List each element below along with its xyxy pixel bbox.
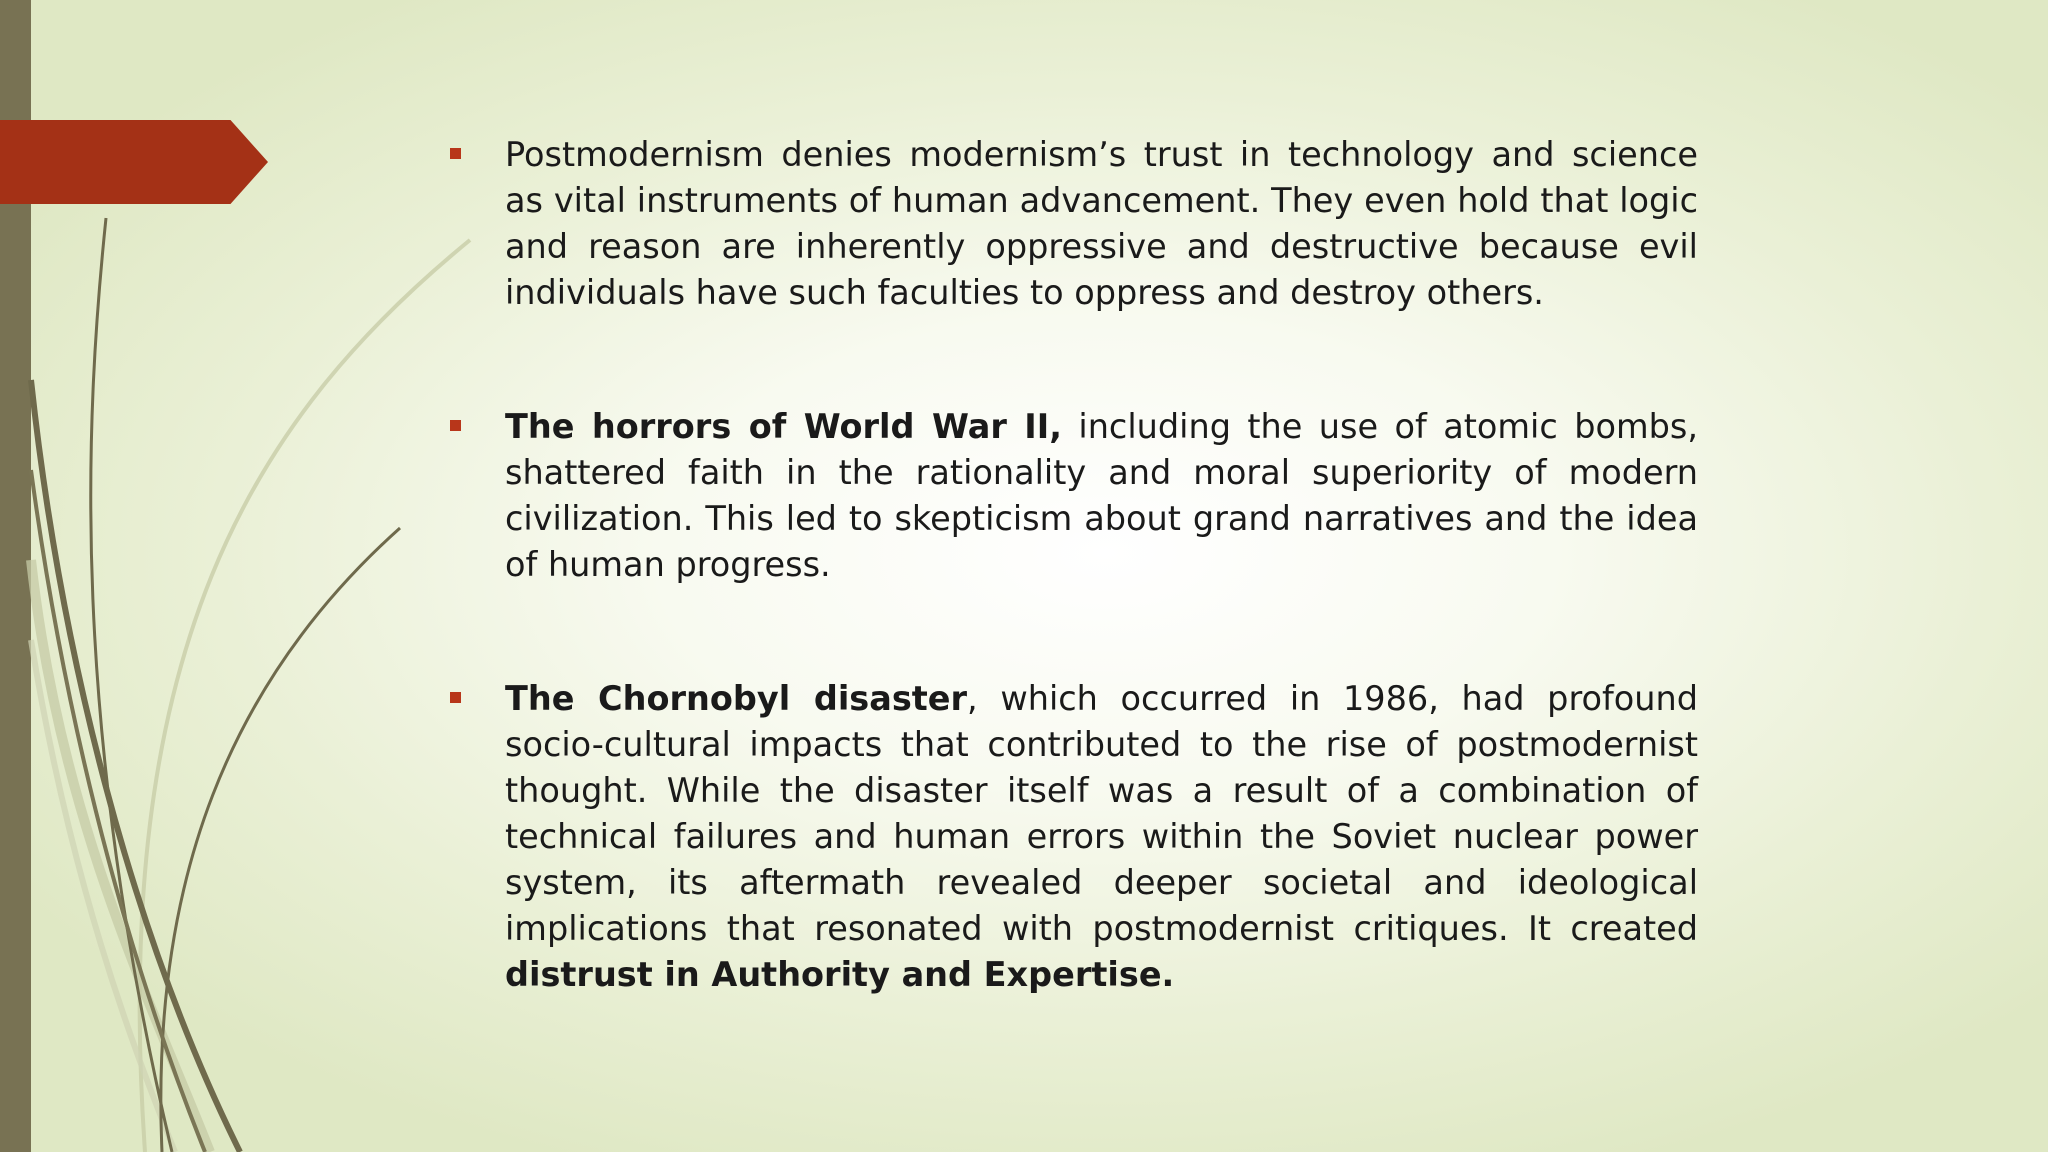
swoosh-pale-2 xyxy=(31,560,210,1152)
swoosh-dark-2 xyxy=(31,380,240,1152)
square-bullet-icon xyxy=(450,692,461,703)
bullet-3-bold-tail: distrust in Authority and Expertise. xyxy=(505,955,1175,994)
bullet-list xyxy=(440,132,1698,998)
bullet-item-3 xyxy=(440,676,1698,998)
title-arrow-tab xyxy=(0,120,268,204)
bullet-2-bold-lead: The horrors of World War II, xyxy=(505,407,1062,446)
bullet-3-text: , which occurred in 1986, had profound socio-cultural impacts that contributed to the rise of postmodernist thought. While the disaster itself was a result of a combination of technical failures and human errors within the Soviet nuclear power system, its aftermath revealed deeper societal and ideological implications that resonated with postmodernist critiques. It created xyxy=(505,679,1698,948)
swoosh-pale-1 xyxy=(140,240,470,1152)
square-bullet-icon xyxy=(450,420,461,431)
bullet-3-bold-lead: The Chornobyl disaster xyxy=(505,679,968,718)
swoosh-dark-1 xyxy=(91,218,172,1152)
bullet-item-2 xyxy=(440,404,1698,588)
square-bullet-icon xyxy=(450,148,461,159)
bullet-2-text: including the use of atomic bombs, shattered faith in the rationality and moral superiority of modern civilization. This led to skepticism about grand narratives and the idea of human progress. xyxy=(505,407,1698,584)
bullet-item-1 xyxy=(440,132,1698,316)
bullet-1-text: Postmodernism denies modernism’s trust in technology and science as vital instruments of human advancement. They even hold that logic and reason are inherently oppressive and destructive because evil individuals have such faculties to oppress and destroy others. xyxy=(505,135,1698,312)
